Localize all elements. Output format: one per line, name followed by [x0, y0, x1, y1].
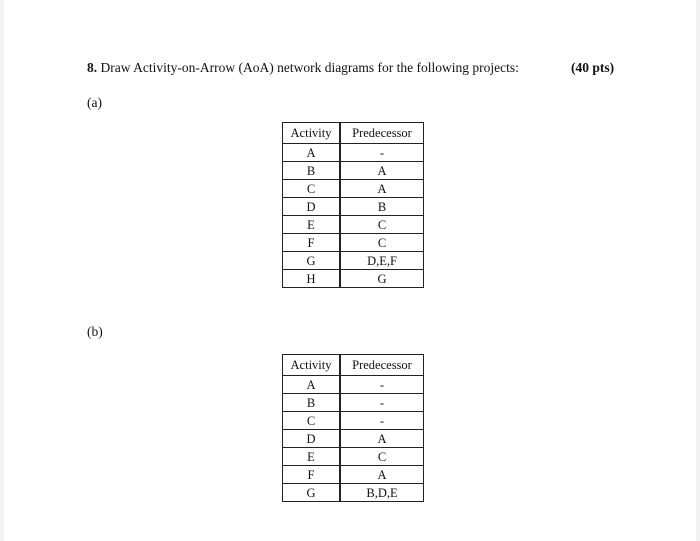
table-row [283, 234, 424, 252]
question-prompt: Draw Activity-on-Arrow (AoA) network diagrams for the following projects: [100, 60, 519, 75]
header-predecessor: Predecessor [340, 123, 424, 144]
table-row [283, 144, 424, 162]
predecessor-cell: G [340, 270, 424, 288]
part-b-table [282, 354, 424, 502]
table-row [283, 198, 424, 216]
activity-cell: E [283, 448, 341, 466]
document-page [4, 0, 696, 541]
activity-cell: H [283, 270, 341, 288]
table-row [283, 252, 424, 270]
activity-cell: B [283, 162, 341, 180]
table-row [283, 270, 424, 288]
predecessor-cell: B [340, 198, 424, 216]
table-row [283, 412, 424, 430]
predecessor-cell: C [340, 448, 424, 466]
activity-cell: G [283, 484, 341, 502]
predecessor-cell: A [340, 466, 424, 484]
table-row [283, 394, 424, 412]
header-predecessor: Predecessor [340, 355, 424, 376]
activity-cell: D [283, 198, 341, 216]
predecessor-cell: A [340, 162, 424, 180]
question-number: 8. [87, 60, 98, 75]
header-activity: Activity [283, 123, 341, 144]
table-header-row [283, 355, 424, 376]
table-row [283, 466, 424, 484]
table-row [283, 180, 424, 198]
table-row [283, 430, 424, 448]
activity-cell: A [283, 144, 341, 162]
activity-cell: C [283, 412, 341, 430]
table-row [283, 484, 424, 502]
predecessor-cell: - [340, 144, 424, 162]
predecessor-cell: C [340, 234, 424, 252]
predecessor-cell: - [340, 412, 424, 430]
table-row [283, 448, 424, 466]
part-a-label: (a) [87, 95, 102, 110]
activity-cell: G [283, 252, 341, 270]
activity-cell: E [283, 216, 341, 234]
activity-cell: A [283, 376, 341, 394]
activity-cell: C [283, 180, 341, 198]
part-a-table [282, 122, 424, 288]
activity-cell: F [283, 466, 341, 484]
activity-cell: D [283, 430, 341, 448]
header-activity: Activity [283, 355, 341, 376]
table-header-row [283, 123, 424, 144]
question-points: (40 pts) [571, 60, 615, 75]
predecessor-cell: A [340, 180, 424, 198]
predecessor-cell: C [340, 216, 424, 234]
predecessor-cell: - [340, 394, 424, 412]
part-b-label: (b) [87, 324, 103, 339]
predecessor-cell: A [340, 430, 424, 448]
predecessor-cell: B,D,E [340, 484, 424, 502]
table-row [283, 376, 424, 394]
predecessor-cell: D,E,F [340, 252, 424, 270]
activity-cell: B [283, 394, 341, 412]
table-row [283, 216, 424, 234]
predecessor-cell: - [340, 376, 424, 394]
table-row [283, 162, 424, 180]
activity-cell: F [283, 234, 341, 252]
question-text [87, 60, 519, 76]
